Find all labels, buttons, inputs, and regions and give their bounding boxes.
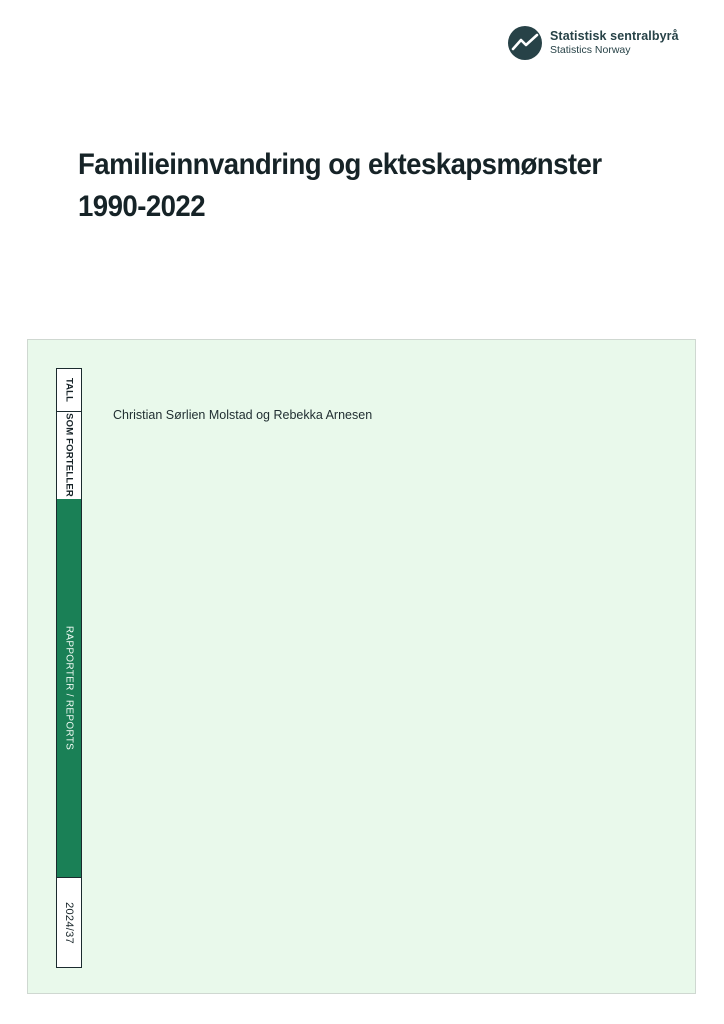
spine-series-label: RAPPORTER / REPORTS <box>63 625 75 751</box>
cover-panel <box>27 339 696 994</box>
report-number: 2024/37 <box>63 901 75 944</box>
spine-series-segment <box>57 499 81 877</box>
spine-tall-segment <box>57 369 81 412</box>
spine-number-segment <box>57 877 81 967</box>
title-line-1: Familieinnvandring og ekteskapsmønster <box>78 148 602 181</box>
series-spine <box>56 368 82 968</box>
publisher-logo <box>508 26 679 60</box>
publisher-subtitle: Statistics Norway <box>550 44 631 57</box>
logo-text <box>550 29 679 57</box>
spine-som-forteller-segment <box>57 411 81 499</box>
ssb-logo-icon <box>508 26 542 60</box>
title-line-2: 1990-2022 <box>78 190 206 223</box>
spine-label-tall: TALL <box>63 377 75 403</box>
publisher-name: Statistisk sentralbyrå <box>550 29 679 44</box>
spine-label-som-forteller: SOM FORTELLER <box>63 413 75 497</box>
report-authors: Christian Sørlien Molstad og Rebekka Arnesen <box>113 408 373 422</box>
report-title <box>78 144 648 228</box>
